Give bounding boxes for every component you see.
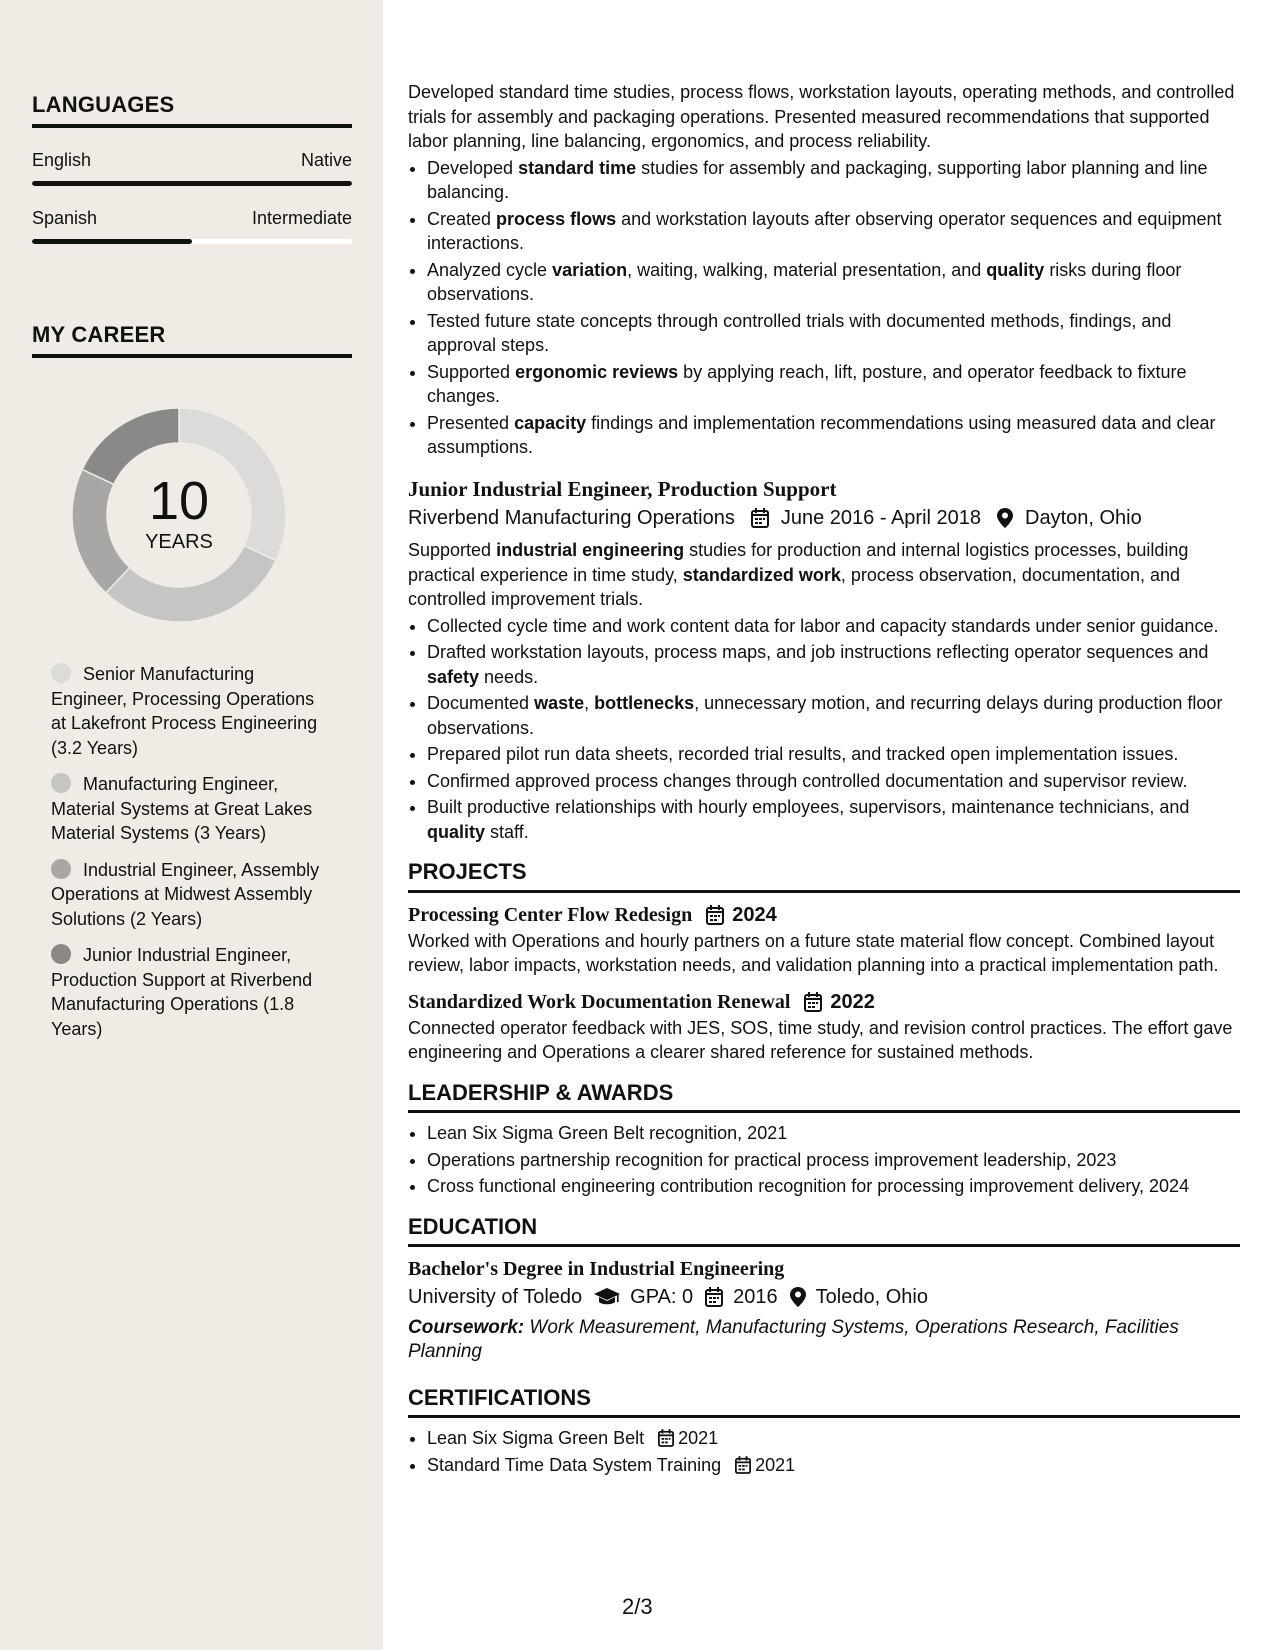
career-legend-item bbox=[51, 662, 326, 760]
coursework bbox=[408, 1316, 1240, 1364]
job-bullet: • Analyzed cycle variation, waiting, walking, material presentation, and quality risks during floor observations. bbox=[427, 258, 1240, 307]
leadership-heading: LEADERSHIP & AWARDS bbox=[408, 1081, 1240, 1114]
certification-year: 2021 bbox=[678, 1428, 719, 1448]
certification-item bbox=[427, 1426, 1240, 1451]
leadership-list bbox=[408, 1121, 1240, 1199]
job-bullet: • Developed standard time studies for assembly and packaging, supporting labor planning and line balancing. bbox=[427, 156, 1240, 205]
coursework-label: Coursework: bbox=[408, 1316, 525, 1338]
job-bullet: • Presented capacity findings and implementation recommendations using measured data and clear assumptions. bbox=[427, 411, 1240, 460]
certification-item bbox=[427, 1453, 1240, 1478]
career-total-years: 10 bbox=[148, 470, 210, 531]
project-title: Standardized Work Documentation Renewal bbox=[408, 990, 791, 1013]
project-description: Worked with Operations and hourly partners on a future state material flow concept. Combined layout review, labor impacts, workstation needs, and validation planning into a practical implementation path. bbox=[408, 930, 1219, 975]
calendar-icon bbox=[751, 508, 769, 528]
career-legend-item bbox=[51, 858, 326, 932]
job-title: Junior Industrial Engineer, Production Support bbox=[408, 476, 837, 501]
career-total-unit: YEARS bbox=[145, 530, 213, 553]
job-bullet: • Collected cycle time and work content data for labor and capacity standards under senior guidance. bbox=[427, 614, 1240, 639]
leadership-item: • Lean Six Sigma Green Belt recognition, 2021 bbox=[427, 1121, 1240, 1146]
career-legend-text: Manufacturing Engineer, Material Systems at Great Lakes Material Systems (3 Years) bbox=[51, 774, 313, 843]
gpa: GPA: 0 bbox=[630, 1286, 694, 1308]
job-summary: Supported industrial engineering studies for production and internal logistics processes, building practical experience in time study, standardized work, process observation, documentation, and controlled improvement trials. bbox=[408, 540, 1189, 609]
job-bullets bbox=[408, 156, 1240, 460]
location-pin-icon bbox=[790, 1287, 806, 1307]
certifications-list bbox=[408, 1426, 1240, 1477]
career-legend-item bbox=[51, 943, 326, 1041]
job-bullet: • Prepared pilot run data sheets, recorded trial results, and tracked open implementation issues. bbox=[427, 742, 1240, 767]
education-heading: EDUCATION bbox=[408, 1215, 1240, 1248]
legend-dot-icon bbox=[51, 773, 71, 793]
job-bullet: • Drafted workstation layouts, process maps, and job instructions reflecting operator sequences and safety needs. bbox=[427, 640, 1240, 689]
calendar-icon bbox=[706, 905, 724, 925]
career-legend bbox=[32, 662, 352, 1041]
calendar-icon bbox=[658, 1429, 674, 1447]
legend-dot-icon bbox=[51, 663, 71, 683]
certification-year: 2021 bbox=[755, 1454, 796, 1475]
school-location: Toledo, Ohio bbox=[815, 1286, 928, 1308]
language-item bbox=[32, 150, 352, 186]
job-company: Riverbend Manufacturing Operations bbox=[408, 506, 735, 529]
calendar-icon bbox=[735, 1456, 751, 1474]
page-number: 2/3 bbox=[622, 1594, 653, 1619]
language-proficiency-fill bbox=[32, 239, 192, 244]
calendar-icon bbox=[804, 992, 822, 1012]
job-meta bbox=[408, 506, 1240, 531]
projects-heading: PROJECTS bbox=[408, 860, 1240, 893]
certification-name: • Standard Time Data System Training bbox=[427, 1454, 722, 1475]
project-year: 2024 bbox=[732, 903, 777, 926]
sidebar bbox=[0, 0, 383, 1650]
job-bullet: • Documented waste, bottlenecks, unnecessary motion, and recurring delays during production floor observations. bbox=[427, 691, 1240, 740]
graduation-year: 2016 bbox=[733, 1286, 778, 1308]
job-dates: June 2016 - April 2018 bbox=[780, 506, 982, 529]
degree-title: Bachelor's Degree in Industrial Engineering bbox=[408, 1258, 785, 1280]
career-legend-item bbox=[51, 772, 326, 846]
job-bullet: • Supported ergonomic reviews by applying reach, lift, posture, and operator feedback to fixture changes. bbox=[427, 360, 1240, 409]
language-item bbox=[32, 208, 352, 244]
graduation-cap-icon bbox=[594, 1288, 620, 1306]
project-description: Connected operator feedback with JES, SOS, time study, and revision control practices. The effort gave engineering and Operations a clearer shared reference for sustained methods. bbox=[408, 1017, 1233, 1062]
career-legend-text: Senior Manufacturing Engineer, Processing Operations at Lakefront Process Engineering (3.2 Years) bbox=[51, 664, 318, 758]
language-proficiency-bar bbox=[32, 239, 352, 244]
career-heading: MY CAREER bbox=[32, 322, 352, 358]
coursework-list: Work Measurement, Manufacturing Systems, Operations Research, Facilities Planning bbox=[408, 1316, 1179, 1362]
language-level: Intermediate bbox=[251, 208, 352, 228]
education-meta bbox=[408, 1285, 1240, 1310]
legend-dot-icon bbox=[51, 859, 71, 879]
certification-name: • Lean Six Sigma Green Belt bbox=[427, 1428, 645, 1448]
language-proficiency-fill bbox=[32, 181, 352, 186]
project-year: 2022 bbox=[830, 990, 875, 1013]
languages-heading: LANGUAGES bbox=[32, 92, 352, 128]
leadership-item: • Cross functional engineering contribution recognition for processing improvement delivery, 2024 bbox=[427, 1174, 1240, 1199]
location-pin-icon bbox=[997, 508, 1013, 528]
project-title: Processing Center Flow Redesign bbox=[408, 903, 693, 926]
language-proficiency-bar bbox=[32, 181, 352, 186]
main-content bbox=[408, 80, 1240, 1479]
certifications-heading: CERTIFICATIONS bbox=[408, 1386, 1240, 1419]
school-name: University of Toledo bbox=[408, 1286, 583, 1308]
career-legend-text: Industrial Engineer, Assembly Operations at Midwest Assembly Solutions (2 Years) bbox=[51, 859, 320, 929]
job-bullets bbox=[408, 614, 1240, 845]
career-legend-text: Junior Industrial Engineer, Production Support at Riverbend Manufacturing Operations (1.8 Years) bbox=[51, 945, 313, 1039]
job-summary: Developed standard time studies, process flows, workstation layouts, operating methods, and controlled trials for assembly and packaging operations. Presented measured recommendations that supported labor planning, line balancing, ergonomics, and process reliability. bbox=[408, 82, 1235, 151]
language-name: Spanish bbox=[32, 208, 98, 228]
leadership-item: • Operations partnership recognition for practical process improvement leadership, 2023 bbox=[427, 1148, 1240, 1173]
job-bullet: • Created process flows and workstation layouts after observing operator sequences and equipment interactions. bbox=[427, 207, 1240, 256]
project-item bbox=[408, 901, 1240, 978]
job-bullet: • Tested future state concepts through controlled trials with documented methods, findings, and approval steps. bbox=[427, 309, 1240, 358]
calendar-icon bbox=[705, 1287, 723, 1307]
job-location: Dayton, Ohio bbox=[1025, 506, 1142, 529]
job-bullet: • Confirmed approved process changes through controlled documentation and supervisor review. bbox=[427, 769, 1240, 794]
language-name: English bbox=[32, 150, 92, 170]
legend-dot-icon bbox=[51, 944, 71, 964]
job-bullet: • Built productive relationships with hourly employees, supervisors, maintenance technicians, and quality staff. bbox=[427, 795, 1240, 844]
language-level: Native bbox=[300, 150, 352, 170]
sidebar-content bbox=[32, 92, 352, 1053]
career-donut-chart bbox=[66, 402, 292, 628]
project-item bbox=[408, 988, 1240, 1065]
